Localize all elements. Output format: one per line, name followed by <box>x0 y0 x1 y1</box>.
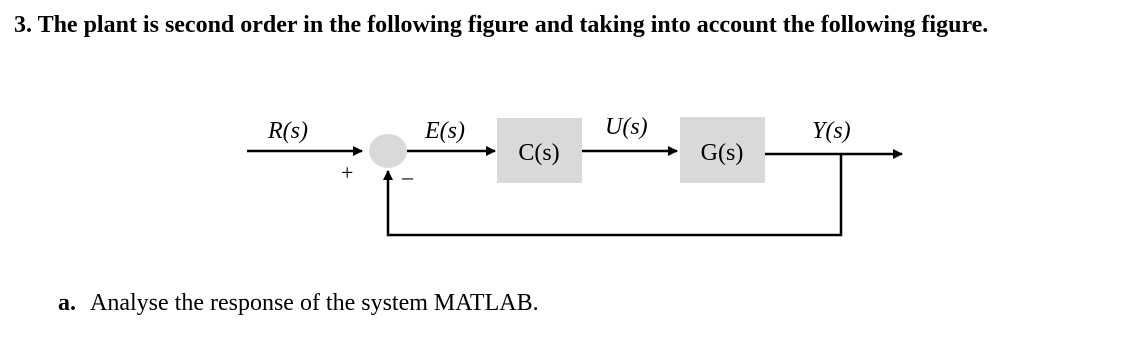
subquestion-label: a. <box>58 290 76 316</box>
feedback-path <box>388 154 841 235</box>
subquestion-text: Analyse the response of the system MATLAB. <box>90 290 539 316</box>
input-signal-label: R(s) <box>268 118 308 144</box>
summing-minus-sign: – <box>402 164 413 189</box>
error-signal-label: E(s) <box>425 118 465 144</box>
plant-block-label: G(s) <box>700 140 744 166</box>
summing-junction <box>369 134 407 168</box>
control-signal-label: U(s) <box>605 114 648 140</box>
controller-block-label: C(s) <box>518 140 560 166</box>
subquestion-a <box>58 290 539 317</box>
summing-plus-sign: + <box>341 160 354 185</box>
question-title: 3. The plant is second order in the following figure and taking into account the following figure. <box>14 12 989 38</box>
output-signal-label: Y(s) <box>812 118 851 144</box>
